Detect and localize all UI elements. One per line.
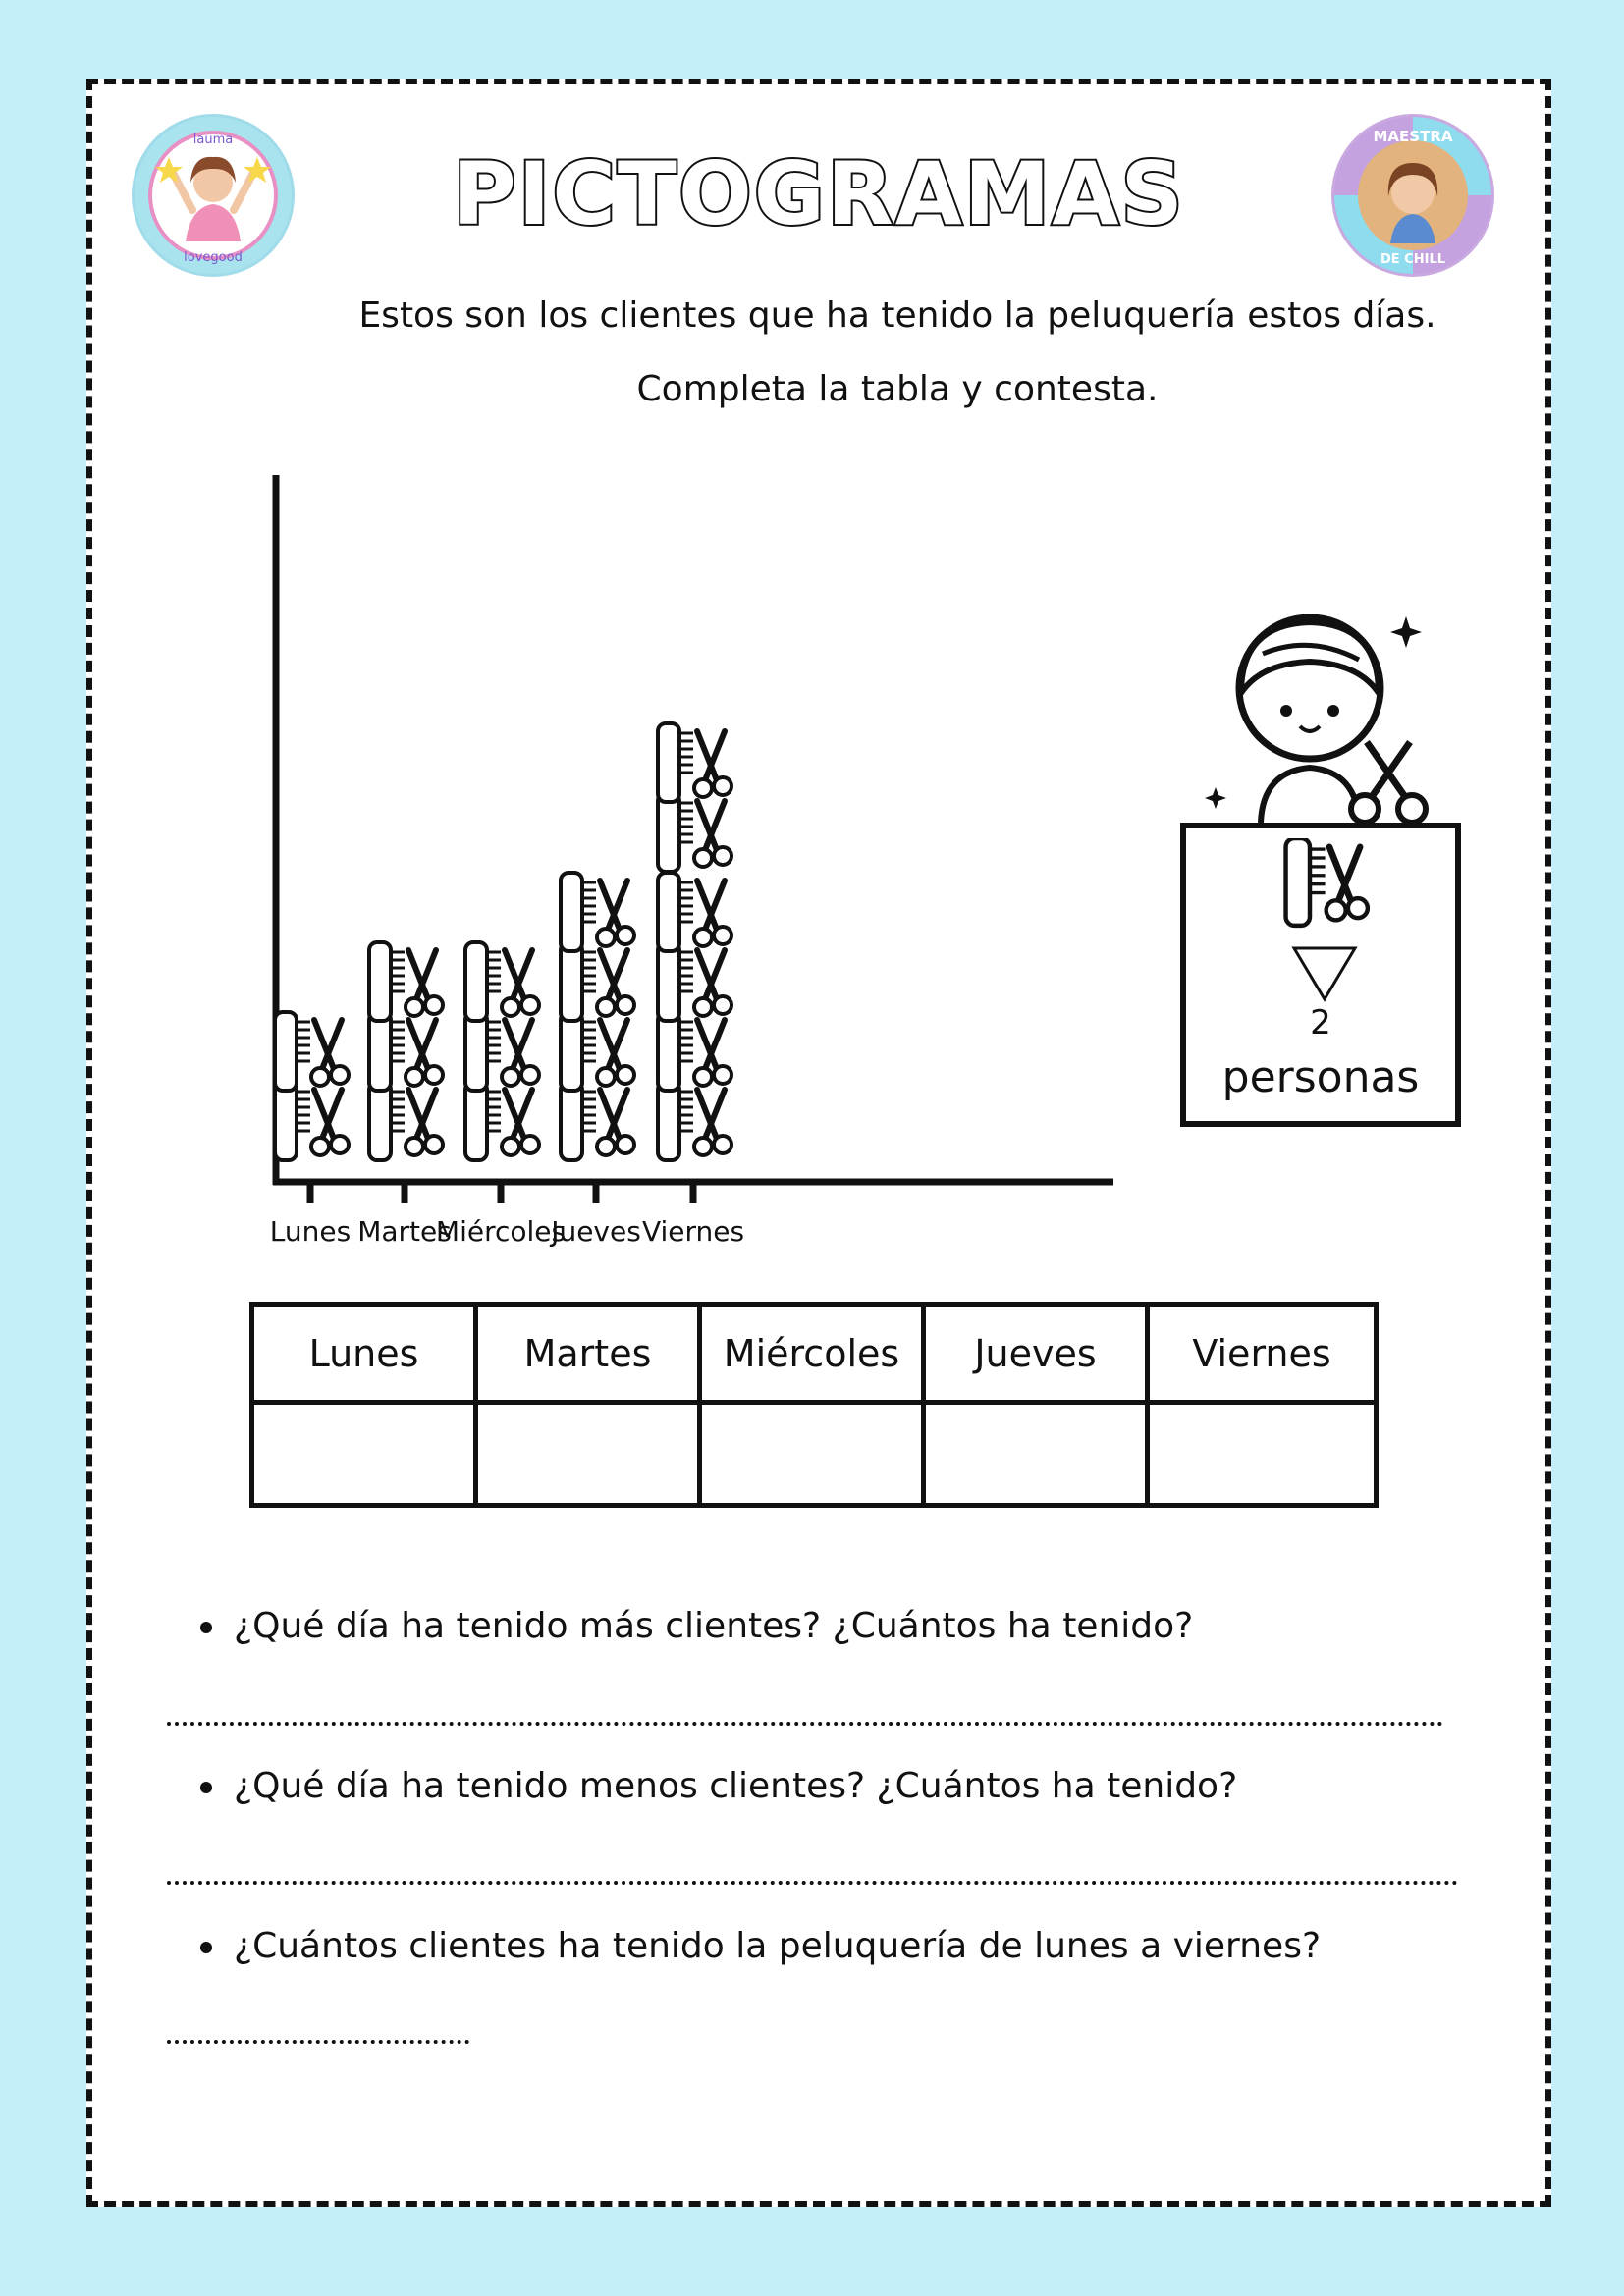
- comb-scissors-icon-martes-3: [369, 942, 443, 1021]
- comb-scissors-icon-jueves-4: [561, 873, 634, 951]
- comb-scissors-icon-martes-2: [369, 1012, 443, 1091]
- legend-unit: personas: [1221, 1052, 1420, 1102]
- question-3: [200, 1926, 1321, 1966]
- answer-cell-viernes[interactable]: [1150, 1405, 1374, 1503]
- question-1: [200, 1606, 1193, 1646]
- comb-scissors-icon-viernes-5: [658, 793, 731, 872]
- answer-line-1[interactable]: [167, 1722, 1443, 1726]
- comb-scissors-icon-lunes-2: [275, 1012, 349, 1091]
- comb-scissors-icon-viernes-4: [658, 873, 731, 951]
- answer-cell-martes[interactable]: [478, 1405, 702, 1503]
- question-1-text: ¿Qué día ha tenido más clientes? ¿Cuántos ha tenido?: [234, 1606, 1194, 1646]
- x-tick-label-martes: Martes: [357, 1215, 452, 1248]
- answer-line-2[interactable]: [167, 1881, 1458, 1885]
- comb-scissors-icon-miercoles-2: [465, 1012, 539, 1091]
- bullet: [200, 1622, 212, 1633]
- answer-cell-lunes[interactable]: [254, 1405, 478, 1503]
- instruction-line-1: Estos son los clientes que ha tenido la peluquería estos días.: [358, 295, 1436, 336]
- instruction-line-2: Completa la tabla y contesta.: [636, 369, 1159, 409]
- answer-cell-miercoles[interactable]: [702, 1405, 926, 1503]
- comb-scissors-icon-jueves-1: [561, 1082, 634, 1160]
- legend-box: [1180, 823, 1461, 1127]
- answer-table: [249, 1302, 1379, 1508]
- comb-scissors-icon-jueves-2: [561, 1012, 634, 1091]
- arrow-down-icon: [1290, 944, 1359, 1003]
- question-3-text: ¿Cuántos clientes ha tenido la peluquería de lunes a viernes?: [234, 1926, 1322, 1966]
- comb-scissors-icon-lunes-1: [275, 1082, 349, 1160]
- question-2: [200, 1766, 1237, 1806]
- bullet: [200, 1782, 212, 1793]
- worksheet: [86, 79, 1551, 2207]
- table-header-viernes: Viernes: [1150, 1307, 1374, 1405]
- comb-scissors-icon-jueves-3: [561, 942, 634, 1021]
- bullet: [200, 1942, 212, 1953]
- page-title: PICTOGRAMAS: [453, 143, 1185, 244]
- comb-scissors-icon-viernes-6: [658, 723, 731, 802]
- comb-scissors-icon-martes-1: [369, 1082, 443, 1160]
- table-header-miercoles: Miércoles: [702, 1307, 926, 1405]
- comb-scissors-icon-miercoles-1: [465, 1082, 539, 1160]
- hairdresser-girl-icon: [1202, 595, 1437, 830]
- answer-line-3[interactable]: [167, 2040, 469, 2044]
- x-tick-label-jueves: Jueves: [551, 1215, 641, 1248]
- svg-text:lauma: lauma: [192, 133, 234, 147]
- x-tick-label-miercoles: Miércoles: [435, 1215, 567, 1248]
- comb-scissors-icon-viernes-3: [658, 942, 731, 1021]
- comb-scissors-icon-miercoles-3: [465, 942, 539, 1021]
- x-tick-label-viernes: Viernes: [641, 1215, 745, 1248]
- legend-comb-scissors-icon: [1280, 838, 1379, 936]
- answer-cell-jueves[interactable]: [926, 1405, 1150, 1503]
- table-header-jueves: Jueves: [926, 1307, 1150, 1405]
- comb-scissors-icon-viernes-2: [658, 1012, 731, 1091]
- svg-text:MAESTRA: MAESTRA: [1373, 128, 1453, 145]
- legend-value: 2: [1310, 1003, 1331, 1042]
- x-tick-label-lunes: Lunes: [269, 1215, 352, 1248]
- svg-text:lovegood: lovegood: [184, 250, 243, 265]
- question-2-text: ¿Qué día ha tenido menos clientes? ¿Cuántos ha tenido?: [234, 1766, 1238, 1806]
- comb-scissors-icon-viernes-1: [658, 1082, 731, 1160]
- table-header-martes: Martes: [478, 1307, 702, 1405]
- table-header-lunes: Lunes: [254, 1307, 478, 1405]
- svg-text:DE CHILL: DE CHILL: [1380, 252, 1446, 267]
